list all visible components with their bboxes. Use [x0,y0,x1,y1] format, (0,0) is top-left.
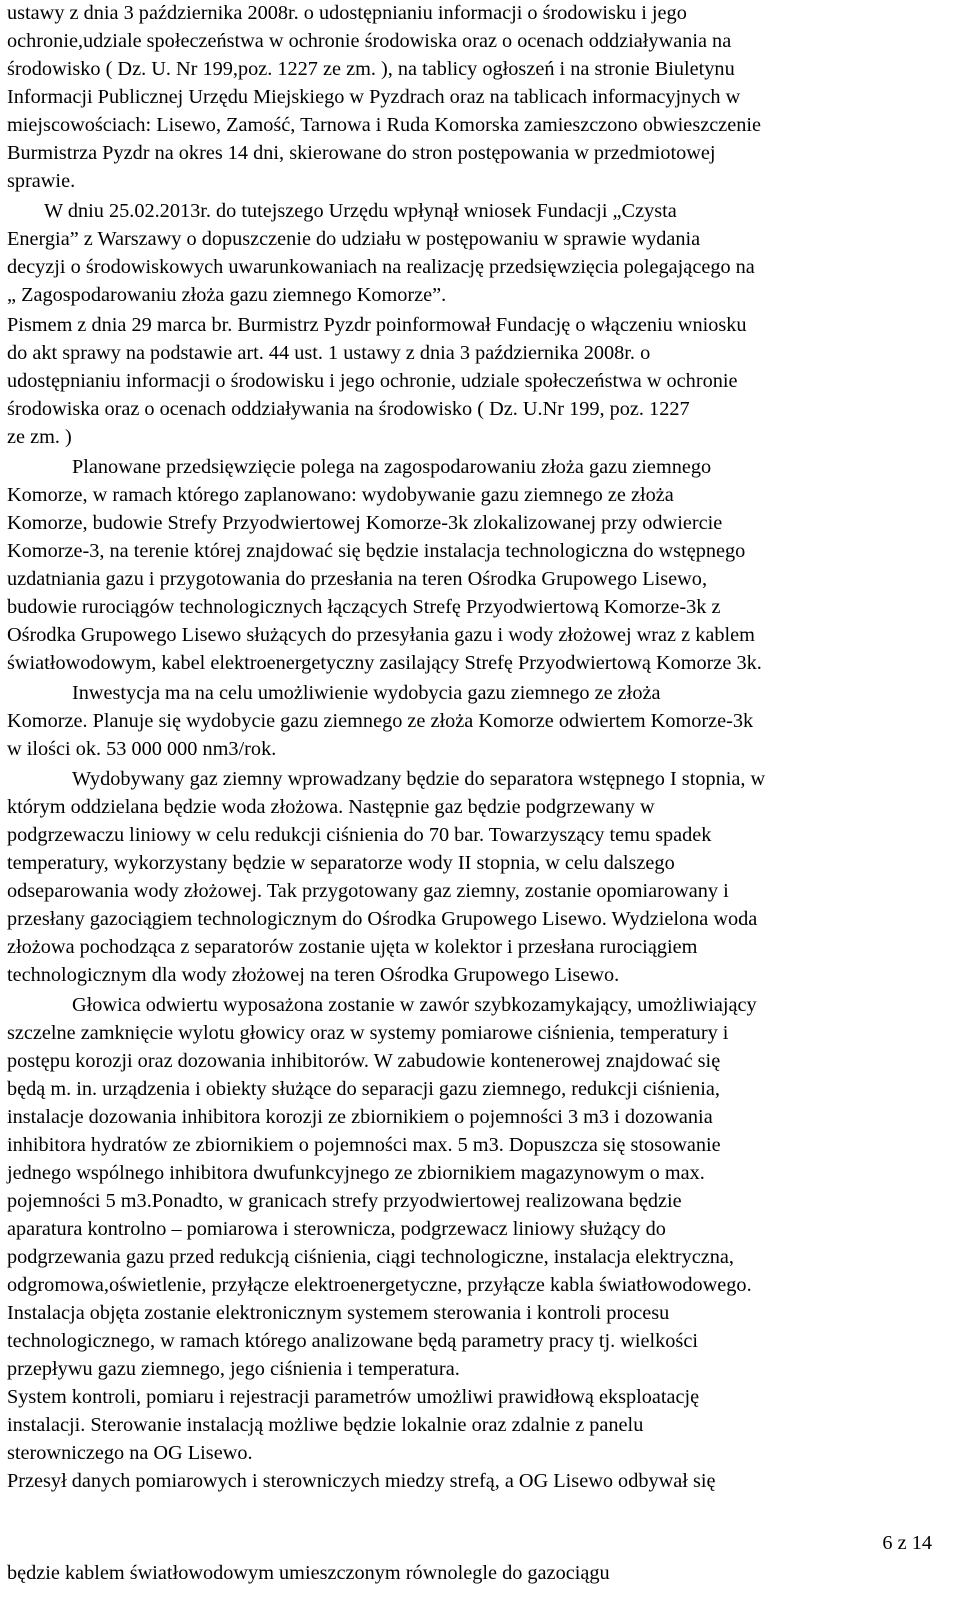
text-line: temperatury, wykorzystany będzie w separatorze wody II stopnia, w celu dalszego [7,852,675,874]
text-line: instalacje dozowania inhibitora korozji ze zbiornikiem o pojemności 3 m3 i dozowania [7,1106,713,1128]
text-line: decyzji o środowiskowych uwarunkowaniach na realizację przedsięwzięcia polegającego na [7,256,755,278]
page-number: 6 z 14 [882,1532,932,1554]
text-line: do akt sprawy na podstawie art. 44 ust. 1 ustawy z dnia 3 października 2008r. o [7,342,651,364]
text-line: Komorze-3, na terenie której znajdować się będzie instalacja technologiczna do wstępnego [7,540,746,562]
text-line: technologicznego, w ramach którego analizowane będą parametry pracy tj. wielkości [7,1330,698,1352]
text-line: Przesył danych pomiarowych i sterowniczych miedzy strefą, a OG Lisewo odbywał się [7,1470,716,1492]
text-line: Planowane przedsięwzięcie polega na zagospodarowaniu złoża gazu ziemnego [72,456,712,478]
text-line: podgrzewania gazu przed redukcją ciśnienia, ciągi technologiczne, instalacja elektryczna, [7,1246,734,1268]
text-line: przepływu gazu ziemnego, jego ciśnienia i temperatura. [7,1358,460,1380]
text-line: jednego wspólnego inhibitora dwufunkcyjnego ze zbiornikiem magazynowym o max. [7,1162,705,1184]
text-line: którym oddzielana będzie woda złożowa. Następnie gaz będzie podgrzewany w [7,796,655,818]
text-line: ze zm. ) [7,426,72,448]
text-line: uzdatniania gazu i przygotowania do przesłania na teren Ośrodka Grupowego Lisewo, [7,568,708,590]
text-line: W dniu 25.02.2013r. do tutejszego Urzędu wpłynął wniosek Fundacji „Czysta [44,200,677,222]
text-line: sterowniczego na OG Lisewo. [7,1442,253,1464]
text-line: odseparowania wody złożowej. Tak przygotowany gaz ziemny, zostanie opomiarowany i [7,880,729,902]
text-line: Komorze. Planuje się wydobycie gazu ziemnego ze złoża Komorze odwiertem Komorze-3k [7,710,754,732]
text-line: Inwestycja ma na celu umożliwienie wydobycia gazu ziemnego ze złoża [72,682,661,704]
text-line: ustawy z dnia 3 października 2008r. o udostępnianiu informacji o środowisku i jego [7,2,687,24]
text-line: postępu korozji oraz dozowania inhibitorów. W zabudowie kontenerowej znajdować się [7,1050,721,1072]
text-line: odgromowa,oświetlenie, przyłącze elektroenergetyczne, przyłącze kabla światłowodowego. [7,1274,752,1296]
text-line: Pismem z dnia 29 marca br. Burmistrz Pyzdr poinformował Fundację o włączeniu wniosku [7,314,747,336]
text-line: Komorze, budowie Strefy Przyodwiertowej Komorze-3k zlokalizowanej przy odwiercie [7,512,723,534]
text-line: pojemności 5 m3.Ponadto, w granicach strefy przyodwiertowej realizowana będzie [7,1190,682,1212]
text-line: Głowica odwiertu wyposażona zostanie w zawór szybkozamykający, umożliwiający [72,994,757,1016]
text-line: Wydobywany gaz ziemny wprowadzany będzie do separatora wstępnego I stopnia, w [72,768,766,790]
text-line: udostępnianiu informacji o środowisku i jego ochronie, udziale społeczeństwa w ochronie [7,370,738,392]
text-line: światłowodowym, kabel elektroenergetyczny zasilający Strefę Przyodwiertową Komorze 3k. [7,652,762,674]
text-line: będzie kablem światłowodowym umieszczonym równolegle do gazociągu [7,1562,610,1584]
text-line: Komorze, w ramach którego zaplanowano: wydobywanie gazu ziemnego ze złoża [7,484,674,506]
text-line: środowiska oraz o ocenach oddziaływania na środowisko ( Dz. U.Nr 199, poz. 1227 [7,398,690,420]
text-line: Instalacja objęta zostanie elektronicznym systemem sterowania i kontroli procesu [7,1302,670,1324]
text-line: sprawie. [7,170,76,192]
text-line: w ilości ok. 53 000 000 nm3/rok. [7,738,277,760]
text-line: Ośrodka Grupowego Lisewo służących do przesyłania gazu i wody złożowej wraz z kablem [7,624,755,646]
text-line: System kontroli, pomiaru i rejestracji parametrów umożliwi prawidłową eksploatację [7,1386,700,1408]
text-line: miejscowościach: Lisewo, Zamość, Tarnowa i Ruda Komorska zamieszczono obwieszczenie [7,114,761,136]
text-line: instalacji. Sterowanie instalacją możliwe będzie lokalnie oraz zdalnie z panelu [7,1414,644,1436]
text-line: będą m. in. urządzenia i obiekty służące do separacji gazu ziemnego, redukcji ciśnienia, [7,1078,720,1100]
text-line: budowie rurociągów technologicznych łączących Strefę Przyodwiertową Komorze-3k z [7,596,721,618]
text-line: aparatura kontrolno – pomiarowa i sterownicza, podgrzewacz liniowy służący do [7,1218,666,1240]
text-line: ochronie,udziale społeczeństwa w ochronie środowiska oraz o ocenach oddziaływania na [7,30,732,52]
text-line: Informacji Publicznej Urzędu Miejskiego w Pyzdrach oraz na tablicach informacyjnych w [7,86,741,108]
text-line: szczelne zamknięcie wylotu głowicy oraz w systemy pomiarowe ciśnienia, temperatury i [7,1022,729,1044]
text-line: podgrzewaczu liniowy w celu redukcji ciśnienia do 70 bar. Towarzyszący temu spadek [7,824,712,846]
text-line: Burmistrza Pyzdr na okres 14 dni, skierowane do stron postępowania w przedmiotowej [7,142,716,164]
text-line: technologicznym dla wody złożowej na teren Ośrodka Grupowego Lisewo. [7,964,620,986]
text-line: Energia” z Warszawy o dopuszczenie do udziału w postępowaniu w sprawie wydania [7,228,701,250]
text-line: inhibitora hydratów ze zbiornikiem o pojemności max. 5 m3. Dopuszcza się stosowanie [7,1134,721,1156]
text-line: środowisko ( Dz. U. Nr 199,poz. 1227 ze zm. ), na tablicy ogłoszeń i na stronie Biuletynu [7,58,735,80]
text-line: „ Zagospodarowaniu złoża gazu ziemnego Komorze”. [7,284,447,306]
text-line: przesłany gazociągiem technologicznym do Ośrodka Grupowego Lisewo. Wydzielona woda [7,908,758,930]
text-line: złożowa pochodząca z separatorów zostanie ujęta w kolektor i przesłana rurociągiem [7,936,698,958]
